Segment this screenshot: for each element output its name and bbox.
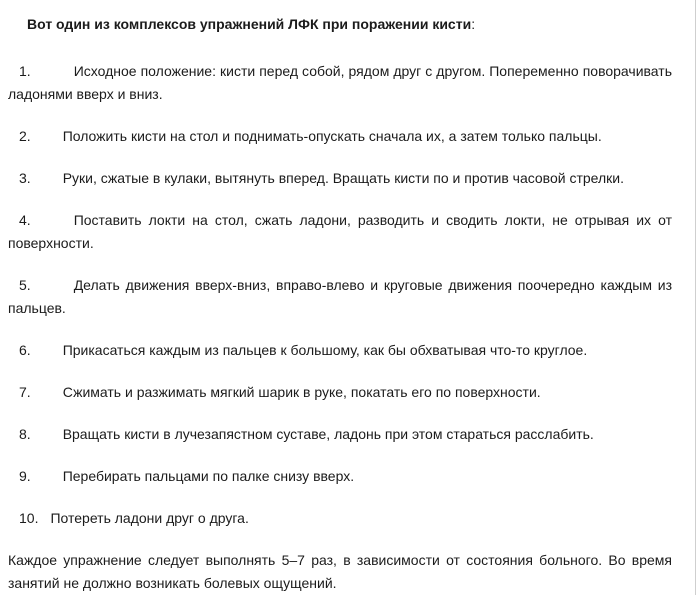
list-item xyxy=(8,507,672,530)
list-item-text: Исходное положение: кисти перед собой, рядом друг с другом. Попеременно поворачивать ладонями вверх и вниз. xyxy=(8,63,672,102)
list-item-text: Вращать кисти в лучезапястном суставе, ладонь при этом стараться расслабить. xyxy=(62,426,594,442)
tab-spacer xyxy=(31,140,63,141)
list-item-number: 1. xyxy=(19,63,31,79)
list-item-number: 4. xyxy=(19,212,31,228)
right-edge-rule xyxy=(695,0,696,595)
tab-spacer xyxy=(31,75,74,76)
list-item-text: Прикасаться каждым из пальцев к большому, как бы обхватывая что-то круглое. xyxy=(62,342,588,358)
list-item xyxy=(8,125,672,148)
list-item-text: Руки, сжатые в кулаки, вытянуть вперед. Вращать кисти по и против часовой стрелки. xyxy=(62,170,624,186)
list-item-number: 6. xyxy=(19,342,31,358)
closing-paragraph: Каждое упражнение следует выполнять 5–7 раз, в зависимости от состояния больного. Во время занятий не должно возникать болевых ощущений. xyxy=(8,552,672,591)
document-title-colon: : xyxy=(471,16,476,32)
list-item-text: Сжимать и разжимать мягкий шарик в руке, покатать его по поверхности. xyxy=(62,384,541,400)
list-item-text: Делать движения вверх-вниз, вправо-влево и круговые движения поочередно каждым из пальцев. xyxy=(8,277,672,316)
list-item xyxy=(8,423,672,446)
list-item xyxy=(8,465,672,488)
tab-spacer xyxy=(31,354,63,355)
list-item-number: 10. xyxy=(19,510,39,526)
list-item-number: 9. xyxy=(19,468,31,484)
list-item xyxy=(8,274,672,320)
list-item-text: Потереть ладони друг о друга. xyxy=(50,510,249,526)
tab-spacer xyxy=(31,289,74,290)
document-title xyxy=(8,13,672,36)
list-item-number: 5. xyxy=(19,277,31,293)
list-item-number: 2. xyxy=(19,128,31,144)
list-item-text: Положить кисти на стол и поднимать-опускать сначала их, а затем только пальцы. xyxy=(62,128,602,144)
tab-spacer xyxy=(31,480,63,481)
tab-spacer xyxy=(31,182,63,183)
list-item-number: 3. xyxy=(19,170,31,186)
tab-spacer xyxy=(38,522,50,523)
tab-spacer xyxy=(31,224,74,225)
list-item xyxy=(8,381,672,404)
exercise-list xyxy=(8,60,672,530)
list-item-text: Перебирать пальцами по палке снизу вверх. xyxy=(62,468,355,484)
list-item xyxy=(8,209,672,255)
list-item-number: 7. xyxy=(19,384,31,400)
list-item xyxy=(8,339,672,362)
tab-spacer xyxy=(31,396,63,397)
tab-spacer xyxy=(31,438,63,439)
list-item-number: 8. xyxy=(19,426,31,442)
list-item-text: Поставить локти на стол, сжать ладони, разводить и сводить локти, не отрывая их от поверхности. xyxy=(8,212,672,251)
list-item xyxy=(8,167,672,190)
document-title-text: Вот один из комплексов упражнений ЛФК при поражении кисти xyxy=(27,16,472,32)
list-item xyxy=(8,60,672,106)
